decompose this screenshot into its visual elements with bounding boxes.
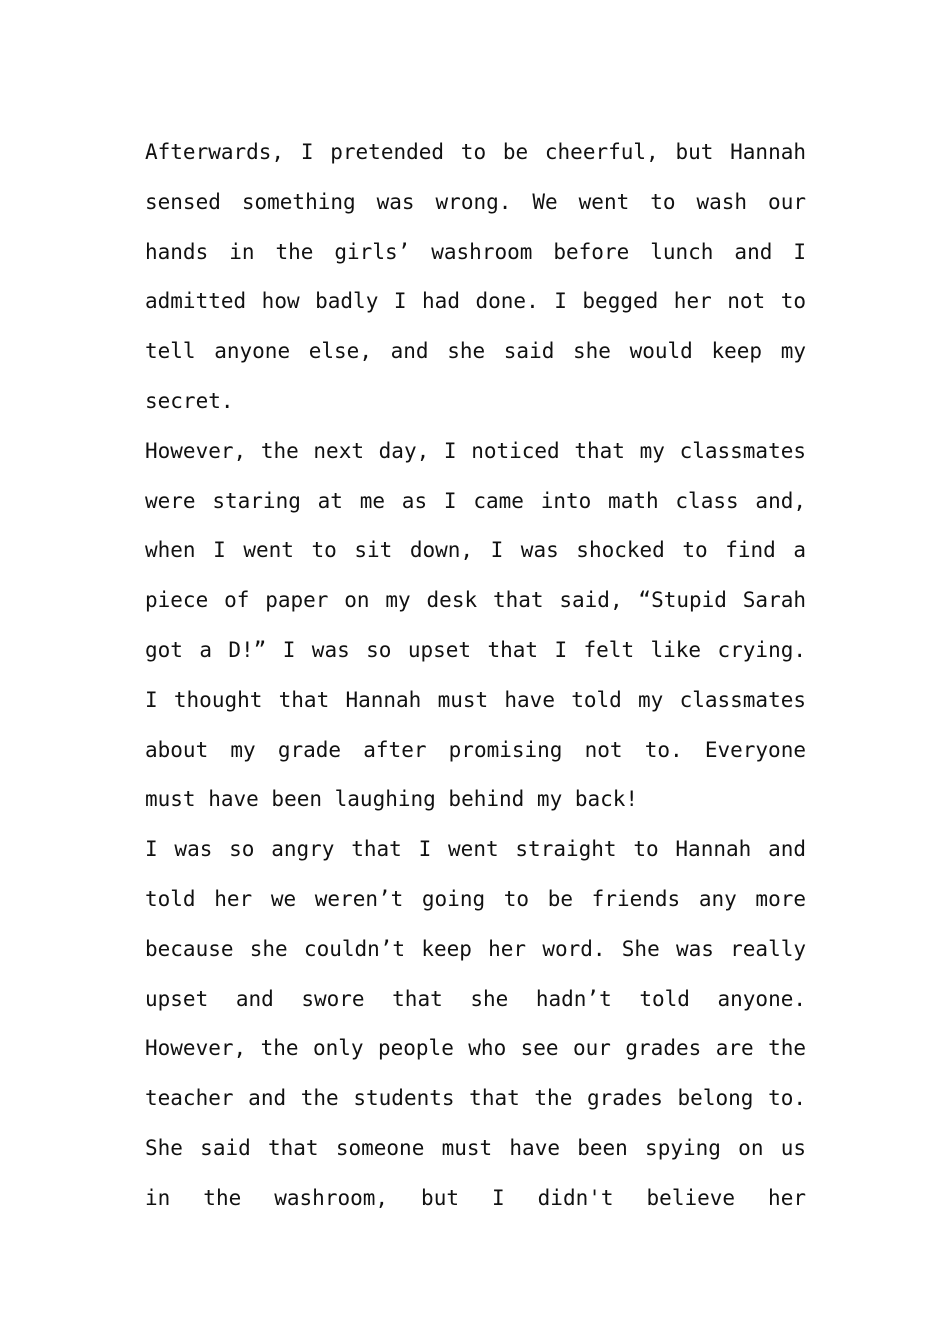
text-line: upset and swore that she hadn’t told anyone.: [145, 986, 806, 1011]
text-line: told her we weren’t going to be friends any more: [145, 886, 806, 911]
text-line: I was so angry that I went straight to Hannah and: [145, 837, 806, 862]
text-line: However, the only people who see our grades are the: [145, 1036, 806, 1061]
text-line: in the washroom, but I didn't believe her: [145, 1185, 806, 1210]
text-line: because she couldn’t keep her word. She was really: [145, 936, 806, 961]
body-text: [145, 128, 806, 1224]
text-line: about my grade after promising not to. Everyone: [145, 737, 806, 762]
text-line: got a D!” I was so upset that I felt like crying.: [145, 637, 806, 662]
text-line: piece of paper on my desk that said, “Stupid Sarah: [145, 588, 806, 613]
text-line: Afterwards, I pretended to be cheerful, but Hannah: [145, 140, 806, 164]
text-line: must have been laughing behind my back!: [145, 787, 639, 812]
text-line: were staring at me as I came into math class and,: [145, 488, 806, 513]
text-line: secret.: [145, 388, 234, 413]
text-line: sensed something was wrong. We went to wash our: [145, 189, 806, 214]
text-line: She said that someone must have been spying on us: [145, 1135, 806, 1160]
text-line: However, the next day, I noticed that my classmates: [145, 438, 806, 463]
text-line: when I went to sit down, I was shocked to find a: [145, 538, 806, 563]
text-line: teacher and the students that the grades belong to.: [145, 1086, 806, 1111]
text-line: tell anyone else, and she said she would keep my: [145, 339, 806, 364]
text-line: hands in the girls’ washroom before lunch and I: [145, 239, 806, 264]
text-line: I thought that Hannah must have told my classmates: [145, 687, 806, 712]
text-line: admitted how badly I had done. I begged her not to: [145, 289, 806, 314]
